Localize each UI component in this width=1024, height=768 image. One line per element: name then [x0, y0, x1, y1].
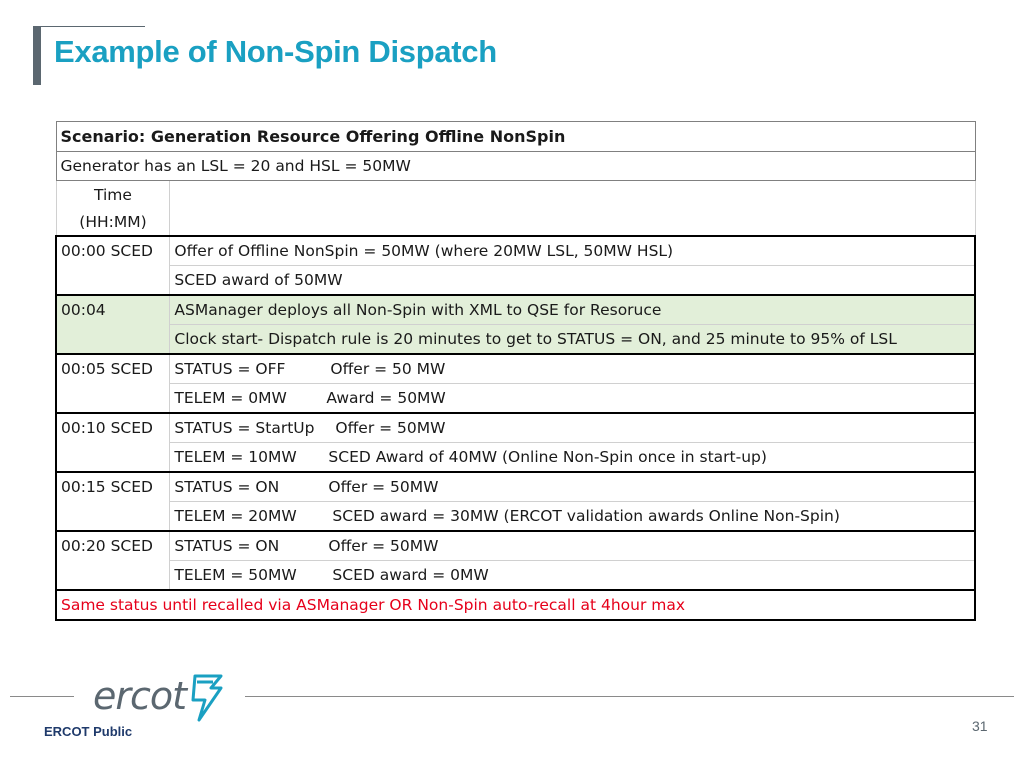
dispatch-table: [55, 121, 976, 621]
event-cell: SCED award of 50MW: [170, 266, 975, 296]
recall-note-row: [56, 590, 975, 620]
offer-text: Offer = 50MW: [328, 478, 439, 496]
footer-rule-right: [245, 696, 1014, 697]
event-cell: ASManager deploys all Non-Spin with XML to QSE for Resoruce: [170, 295, 975, 325]
time-cell-empty: [56, 561, 170, 591]
table-row: [56, 384, 975, 414]
description-header-2: [170, 208, 975, 236]
table-row: [56, 236, 975, 266]
event-cell: [170, 472, 975, 502]
logo-wordmark: ercot: [93, 674, 187, 718]
time-cell: 00:20 SCED: [56, 531, 170, 561]
time-cell-empty: [56, 384, 170, 414]
status-text: STATUS = ON: [174, 537, 280, 555]
table-row: [56, 413, 975, 443]
offer-text: Offer = 50MW: [335, 419, 446, 437]
scenario-row: [56, 122, 975, 152]
time-cell-empty: [56, 443, 170, 473]
footer-label: ERCOT Public: [44, 724, 133, 739]
header-row-1: [56, 181, 975, 209]
award-text: SCED Award of 40MW (Online Non-Spin once in start-up): [328, 448, 767, 466]
time-header-unit: (HH:MM): [56, 208, 170, 236]
table-row: [56, 502, 975, 532]
event-cell: [170, 354, 975, 384]
telem-text: TELEM = 50MW: [174, 566, 297, 584]
offer-text: Offer = 50MW: [328, 537, 439, 555]
title-accent-rule: [41, 26, 145, 27]
title-accent-bar: [33, 26, 41, 85]
time-cell: 00:05 SCED: [56, 354, 170, 384]
status-text: STATUS = OFF: [174, 360, 286, 378]
award-text: SCED award = 30MW (ERCOT validation awards Online Non-Spin): [332, 507, 840, 525]
generator-row: [56, 152, 975, 181]
event-cell: [170, 384, 975, 414]
page-number: 31: [972, 718, 988, 734]
generator-cell: Generator has an LSL = 20 and HSL = 50MW: [56, 152, 975, 181]
table-row: [56, 443, 975, 473]
award-text: Award = 50MW: [326, 389, 446, 407]
description-header: [170, 181, 975, 209]
slide-title: Example of Non-Spin Dispatch: [54, 34, 497, 69]
event-cell: [170, 561, 975, 591]
status-text: STATUS = StartUp: [174, 419, 315, 437]
time-cell: 00:04: [56, 295, 170, 325]
event-cell: [170, 502, 975, 532]
event-cell: [170, 531, 975, 561]
event-cell: [170, 443, 975, 473]
award-text: SCED award = 0MW: [332, 566, 489, 584]
status-text: STATUS = ON: [174, 478, 280, 496]
time-cell: 00:15 SCED: [56, 472, 170, 502]
event-cell: Clock start- Dispatch rule is 20 minutes to get to STATUS = ON, and 25 minute to 95% of LSL: [170, 325, 975, 355]
telem-text: TELEM = 10MW: [174, 448, 297, 466]
time-cell: 00:10 SCED: [56, 413, 170, 443]
event-cell: [170, 413, 975, 443]
header-row-2: [56, 208, 975, 236]
time-header: Time: [56, 181, 170, 209]
footer-rule-left: [10, 696, 74, 697]
table-row-highlighted: [56, 295, 975, 325]
telem-text: TELEM = 20MW: [174, 507, 297, 525]
table-row: [56, 354, 975, 384]
telem-text: TELEM = 0MW: [174, 389, 287, 407]
time-cell-empty: [56, 266, 170, 296]
time-cell-empty: [56, 325, 170, 355]
lightning-icon: [189, 674, 225, 722]
recall-note: Same status until recalled via ASManager OR Non-Spin auto-recall at 4hour max: [56, 590, 975, 620]
time-cell-empty: [56, 502, 170, 532]
table-row: [56, 266, 975, 296]
ercot-logo: [93, 670, 228, 722]
scenario-cell: Scenario: Generation Resource Offering Offline NonSpin: [56, 122, 975, 152]
table-row: [56, 531, 975, 561]
event-cell: Offer of Offline NonSpin = 50MW (where 20MW LSL, 50MW HSL): [170, 236, 975, 266]
offer-text: Offer = 50 MW: [330, 360, 446, 378]
table-row-highlighted: [56, 325, 975, 355]
table-row: [56, 472, 975, 502]
time-cell: 00:00 SCED: [56, 236, 170, 266]
table-row: [56, 561, 975, 591]
